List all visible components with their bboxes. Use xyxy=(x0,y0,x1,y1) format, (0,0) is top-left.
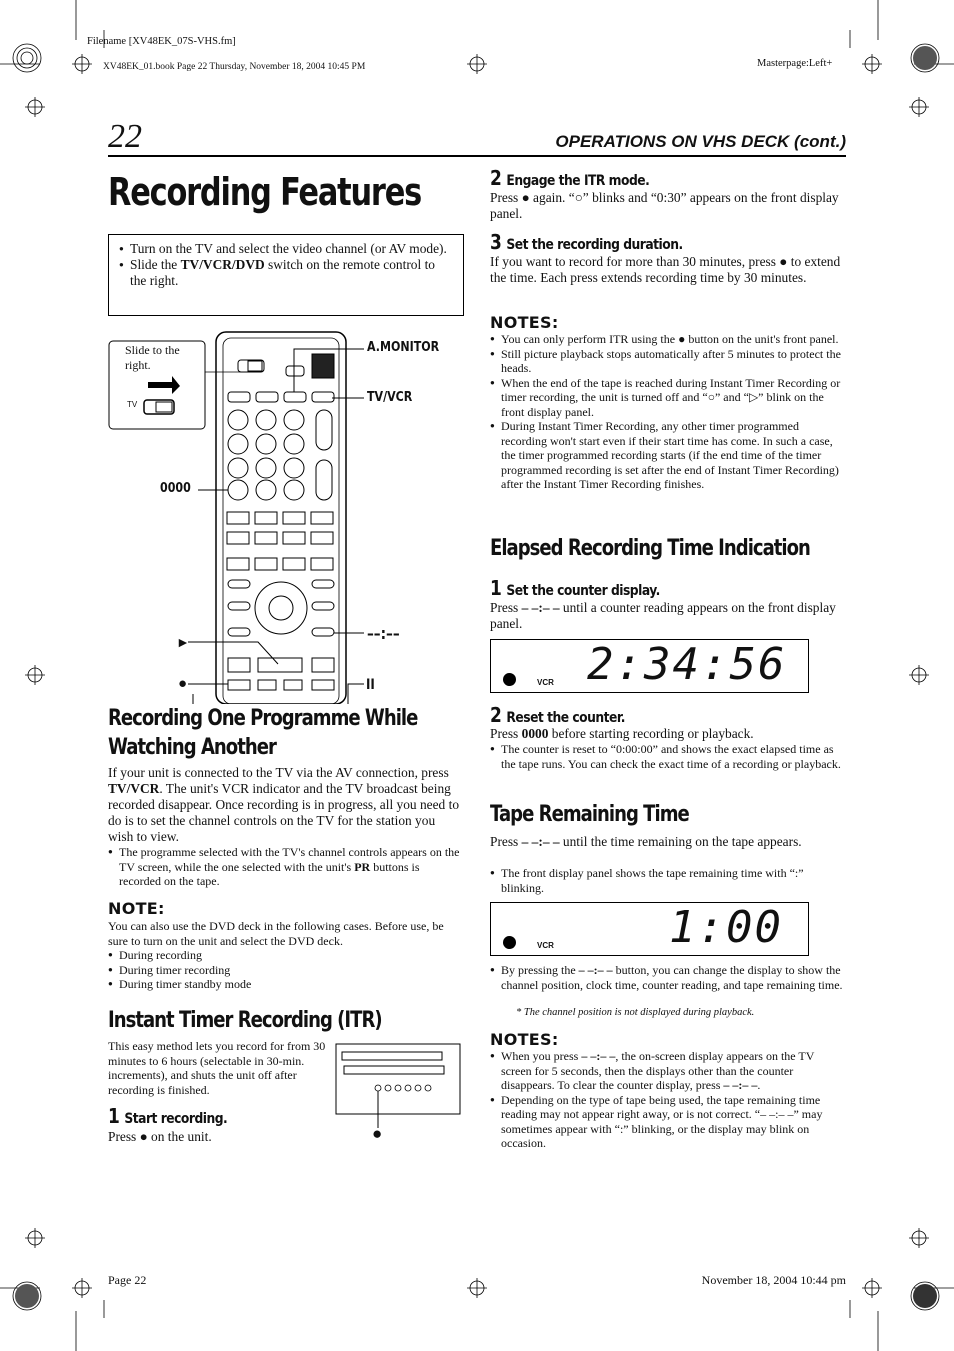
rec-one-title: Recording One Programme While Watching Another xyxy=(108,706,418,760)
pause-icon: II xyxy=(366,677,375,693)
header-rule xyxy=(108,155,846,157)
footer-page: Page 22 xyxy=(108,1273,147,1287)
itr-notes-heading: NOTES: xyxy=(490,313,559,332)
prep-box xyxy=(108,234,464,316)
itr-step-3: 3 Set the recording duration. xyxy=(490,230,683,254)
itr-step-2: 2 Engage the ITR mode. xyxy=(490,166,650,190)
remaining-text: Press – –:– – until the time remaining on the tape appears. xyxy=(490,834,802,849)
vcr-unit-illustration xyxy=(334,1040,462,1146)
record-indicator-icon xyxy=(503,673,516,686)
elapsed-bullet: ● The counter is reset to “0:00:00” and shows the exact elapsed time as the tape runs. You can check the exact time of a recording or playback. xyxy=(490,742,844,771)
record-icon: ● xyxy=(178,675,188,692)
itr-step-1: 1 Start recording. xyxy=(108,1104,228,1128)
remaining-readout: 1:00 xyxy=(669,902,783,953)
page-title: Recording Features xyxy=(108,170,422,214)
remaining-bullet: ● The front display panel shows the tape remaining time with “:” blinking. xyxy=(490,866,844,895)
elapsed-step-1-text: Press – –:– – until a counter reading appears on the front display panel. xyxy=(490,600,836,631)
note-body: You can also use the DVD deck in the following cases. Before use, be sure to turn on the unit and select the DVD deck. ● During recording ● During timer recording ● During timer standby mode xyxy=(108,919,458,992)
masterpage-label: Masterpage:Left+ xyxy=(757,58,833,69)
play-icon: ► xyxy=(176,634,190,650)
footer-date: November 18, 2004 10:44 pm xyxy=(701,1273,846,1287)
elapsed-step-2-text: Press 0000 before starting recording or playback. xyxy=(490,726,754,741)
book-line: XV48EK_01.book Page 22 Thursday, November 18, 2004 10:45 PM xyxy=(103,62,366,72)
a-monitor-label: A.MONITOR xyxy=(367,340,440,355)
itr-intro: This easy method lets you record for from 30 minutes to 6 hours (selectable in 30-min. increments), and shuts the unit off after recording is finished. xyxy=(108,1039,326,1097)
unit-record-icon: ● xyxy=(372,1124,383,1143)
elapsed-step-1: 1 Set the counter display. xyxy=(490,576,660,600)
tv-switch-label: TV xyxy=(127,400,138,409)
rec-one-bullet: ● The programme selected with the TV's channel controls appears on the TV screen, while the one selected with the unit's PR buttons is recorded on the tape. xyxy=(108,845,462,889)
prep-item-1: ● Turn on the TV and select the video channel (or AV mode). xyxy=(119,241,453,257)
footnote: * The channel position is not displayed during playback. xyxy=(516,1007,755,1018)
section-title: OPERATIONS ON VHS DECK (cont.) xyxy=(555,132,846,151)
itr-step-2-text: Press ● again. “○” blinks and “0:30” appears on the front display panel. xyxy=(490,190,839,221)
counter-button-label: ––:–– xyxy=(367,624,400,643)
rec-one-body: If your unit is connected to the TV via the AV connection, press TV/VCR. The unit's VCR indicator and the TV broadcast being recorded disappear. Once recording is in progress, all you need to do is to set the channel controls on the TV for the station you wish to view. ● The programme selected with the TV's channel controls appears on the TV screen, while the one selected with the unit's PR buttons is recorded on the tape. xyxy=(108,765,462,889)
display-panel-remaining xyxy=(490,902,809,956)
itr-step-1-text: Press ● on the unit. xyxy=(108,1129,212,1144)
remaining-title: Tape Remaining Time xyxy=(490,802,689,827)
remaining-notes: ● When you press – –:– –, the on-screen display appears on the TV screen for 5 seconds, then the displays other than the counter disappears. To clear the counter display, press – –:– –. ● Depending on the type of tape being used, the tape remaining time reading may not appear right away, or is not correct. “– –:– –” may sometimes appear with “:” blinking, or the display may blink on occasion. xyxy=(490,1049,844,1151)
itr-title: Instant Timer Recording (ITR) xyxy=(108,1008,382,1033)
vcr-indicator: VCR xyxy=(537,941,554,950)
counter-readout: 2:34:56 xyxy=(587,639,787,690)
prep-item-2: ● Slide the TV/VCR/DVD switch on the remote control to the right. xyxy=(119,257,453,289)
display-panel-counter xyxy=(490,639,809,693)
tv-vcr-label: TV/VCR xyxy=(367,390,413,405)
vcr-indicator: VCR xyxy=(537,678,554,687)
record-indicator-icon xyxy=(503,936,516,949)
itr-step-3-text: If you want to record for more than 30 minutes, press ● to extend the time. Each press extends recording time by 30 minutes. xyxy=(490,254,841,285)
note-heading: NOTE: xyxy=(108,899,165,918)
elapsed-title: Elapsed Recording Time Indication xyxy=(490,536,810,561)
page-number: 22 xyxy=(108,118,142,155)
remaining-notes-heading: NOTES: xyxy=(490,1030,559,1049)
elapsed-step-2: 2 Reset the counter. xyxy=(490,703,625,727)
itr-notes: ● You can only perform ITR using the ● button on the unit's front panel. ● Still picture playback stops automatically after 5 minutes to protect the heads. ● When the end of the tape is reached during Instant Timer Recording or timer recording, the unit is turned off and “○” and “▷” blink on the front display panel. ● During Instant Timer Recording, any other timer programmed recording won't start even if their start time has come. In such a case, the timer programmed recording starts (if the end time of the timer programmed recording is set after the end of Instant Timer Recording) after the Instant Timer Recording finishes. xyxy=(490,332,844,492)
remote-callout: Slide to the right. xyxy=(125,343,180,372)
remaining-bullet-2: ● By pressing the – –:– – button, you can change the display to show the channel position, clock time, counter reading, and tape remaining time. xyxy=(490,963,844,992)
zero-button-label: 0000 xyxy=(160,481,191,496)
filename-label: Filename [XV48EK_07S-VHS.fm] xyxy=(87,36,236,47)
